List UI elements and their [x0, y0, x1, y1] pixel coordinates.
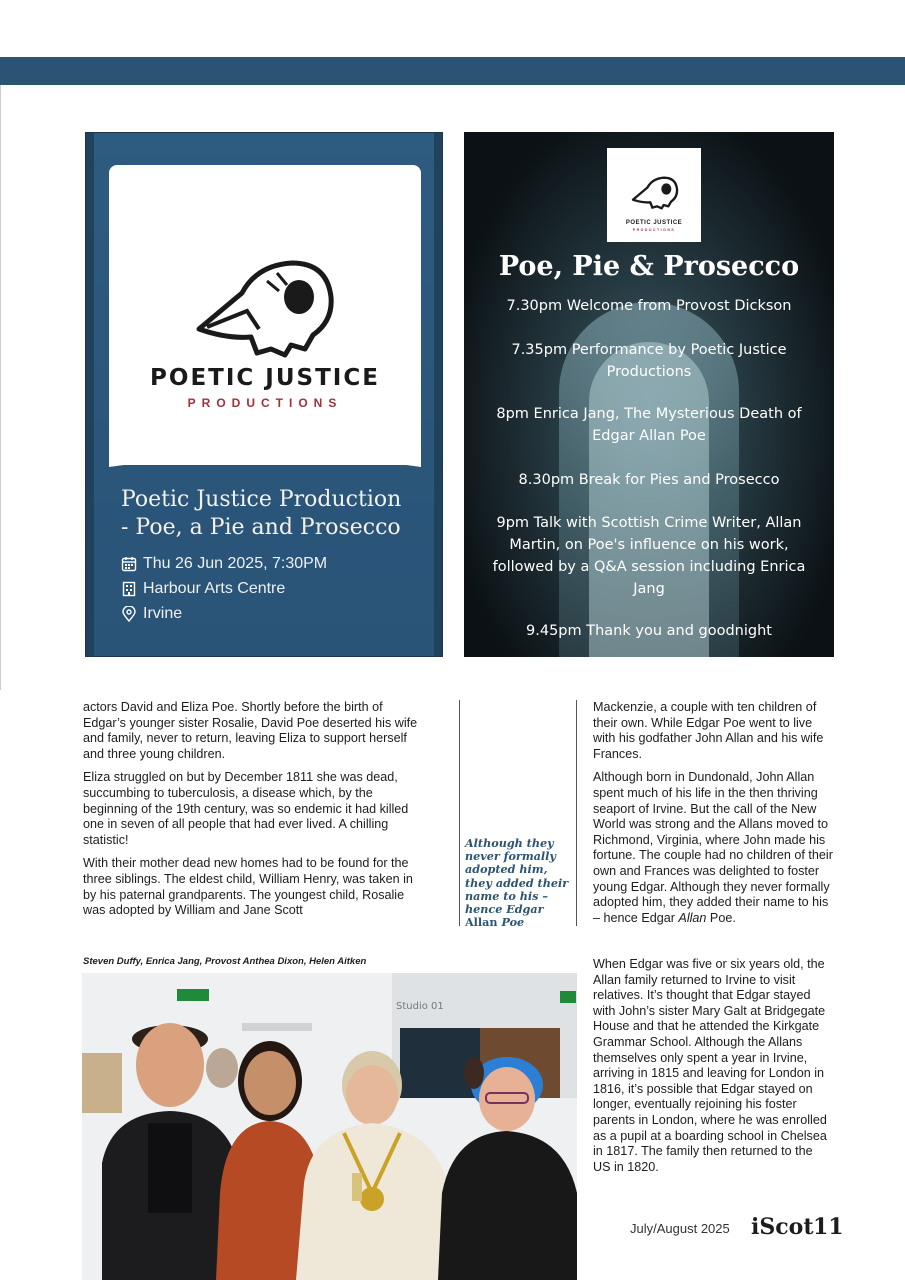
- pull-quote-tail: Poe: [497, 915, 525, 930]
- paragraph-tail: Poe.: [706, 910, 736, 925]
- paragraph-text: Although born in Dundonald, John Allan spent much of his life in the then thriving seaport of Irvine. But the call of the New World was strong and the Allans moved to Richmond, Virginia, where John made his fortune. The couple had no children of their own and Frances was delighted to foster young Edgar. Although they never formally adopted him, they added their name to his – hence Edgar: [593, 770, 833, 925]
- paragraph: With their mother dead new homes had to be found for the three siblings. The eldest child, William Henry, was taken in by his paternal grandparents. The youngest child, Rosalie was adopted by William and Jane Scott: [83, 856, 413, 918]
- pull-quote-text: Although they never formally adopted him, they added their name to his – hence Edgar: [465, 836, 569, 917]
- margin-rule: [0, 85, 1, 690]
- event-location-text: Irvine: [143, 605, 183, 622]
- archway-light: [589, 342, 709, 657]
- programme-logo-title: POETIC JUSTICE: [625, 220, 683, 226]
- logo-subtitle: PRODUCTIONS: [187, 396, 343, 410]
- card-edge-right: [434, 133, 442, 656]
- header-band: [0, 57, 905, 85]
- map-pin-icon: [121, 606, 137, 622]
- studio-sign: Studio 01: [396, 1001, 444, 1012]
- programme-item: 9pm Talk with Scottish Crime Writer, Allan Martin, on Poe's influence on his work, followed by a Q&A session including Enrica Jang: [492, 515, 806, 597]
- programme-title: Poe, Pie & Prosecco: [498, 251, 800, 282]
- paragraph: [593, 770, 833, 926]
- programme-logo: [607, 148, 701, 242]
- pullquote-rule-right: [576, 700, 577, 926]
- bird-skull-icon: [187, 251, 337, 361]
- programme-poster: [464, 132, 834, 657]
- event-card: [85, 132, 443, 657]
- article-column-3: [593, 700, 833, 934]
- logo-panel-curve: [109, 451, 421, 491]
- article-column-3-continued: [593, 957, 833, 1183]
- event-title-line1: Poetic Justice Production: [121, 487, 402, 512]
- group-photo: [82, 973, 577, 1280]
- page-number: 11: [813, 1214, 844, 1240]
- pullquote-rule-left: [459, 700, 460, 926]
- programme-item: 7.30pm Welcome from Provost Dickson: [506, 298, 792, 314]
- event-venue: [121, 580, 421, 598]
- event-date: [121, 555, 421, 573]
- programme-item: 7.35pm Performance by Poetic Justice Productions: [511, 342, 787, 380]
- magazine-brand: iScot: [751, 1214, 814, 1240]
- pull-quote-emphasis: Allan: [465, 915, 498, 930]
- event-location: [121, 605, 421, 623]
- programme-item: 8.30pm Break for Pies and Prosecco: [518, 472, 780, 488]
- paragraph-emphasis: Allan: [678, 910, 707, 925]
- pull-quote: [465, 837, 570, 929]
- event-title-line2: - Poe, a Pie and Prosecco: [121, 515, 401, 540]
- programme-item: 9.45pm Thank you and goodnight: [526, 623, 772, 639]
- bird-skull-icon: [629, 173, 679, 211]
- building-icon: [121, 581, 137, 597]
- paragraph: actors David and Eliza Poe. Shortly before the birth of Edgar’s younger sister Rosalie, David Poe deserted his wife and family, never to return, leaving Eliza to support herself and three young children.: [83, 700, 418, 761]
- card-edge-left: [86, 133, 94, 656]
- programme-item: 8pm Enrica Jang, The Mysterious Death of Edgar Allan Poe: [496, 406, 802, 444]
- paragraph: Eliza struggled on but by December 1811 she was dead, succumbing to tuberculosis, a disease which, by the beginning of the 19th century, was so endemic it had killed one in seven of all people that had ever lived. A chilling statistic!: [83, 770, 409, 847]
- issue-date: July/August 2025: [630, 1221, 730, 1236]
- logo-title: POETIC JUSTICE: [150, 365, 380, 391]
- group-photo-illustration: [82, 973, 577, 1280]
- paragraph: When Edgar was five or six years old, the Allan family returned to Irvine to visit relatives. It’s thought that Edgar stayed with John’s sister Mary Galt at Bridgegate House and that he attended the Kirkgate Grammar School. Although the Allans themselves only spent a year in Irvine, arriving in 1815 and leaving for London in 1816, it’s possible that Edgar stayed on longer, eventually rejoining his foster parents in London, where he was enrolled as a pupil at a boarding school in Chelsea in 1817. The family then returned to the US in 1820.: [593, 957, 827, 1174]
- event-date-text: Thu 26 Jun 2025, 7:30PM: [143, 555, 328, 572]
- event-venue-text: Harbour Arts Centre: [143, 580, 286, 597]
- calendar-icon: [121, 556, 137, 572]
- programme-logo-subtitle: PRODUCTIONS: [632, 228, 676, 232]
- paragraph: Mackenzie, a couple with ten children of their own. While Edgar Poe went to live with his godfather John Allan and his wife Frances.: [593, 700, 824, 761]
- event-title: [121, 486, 421, 542]
- logo-panel: [109, 165, 421, 465]
- photo-caption: Steven Duffy, Enrica Jang, Provost Anthea Dixon, Helen Aitken: [83, 956, 367, 967]
- article-column-1: [83, 700, 428, 927]
